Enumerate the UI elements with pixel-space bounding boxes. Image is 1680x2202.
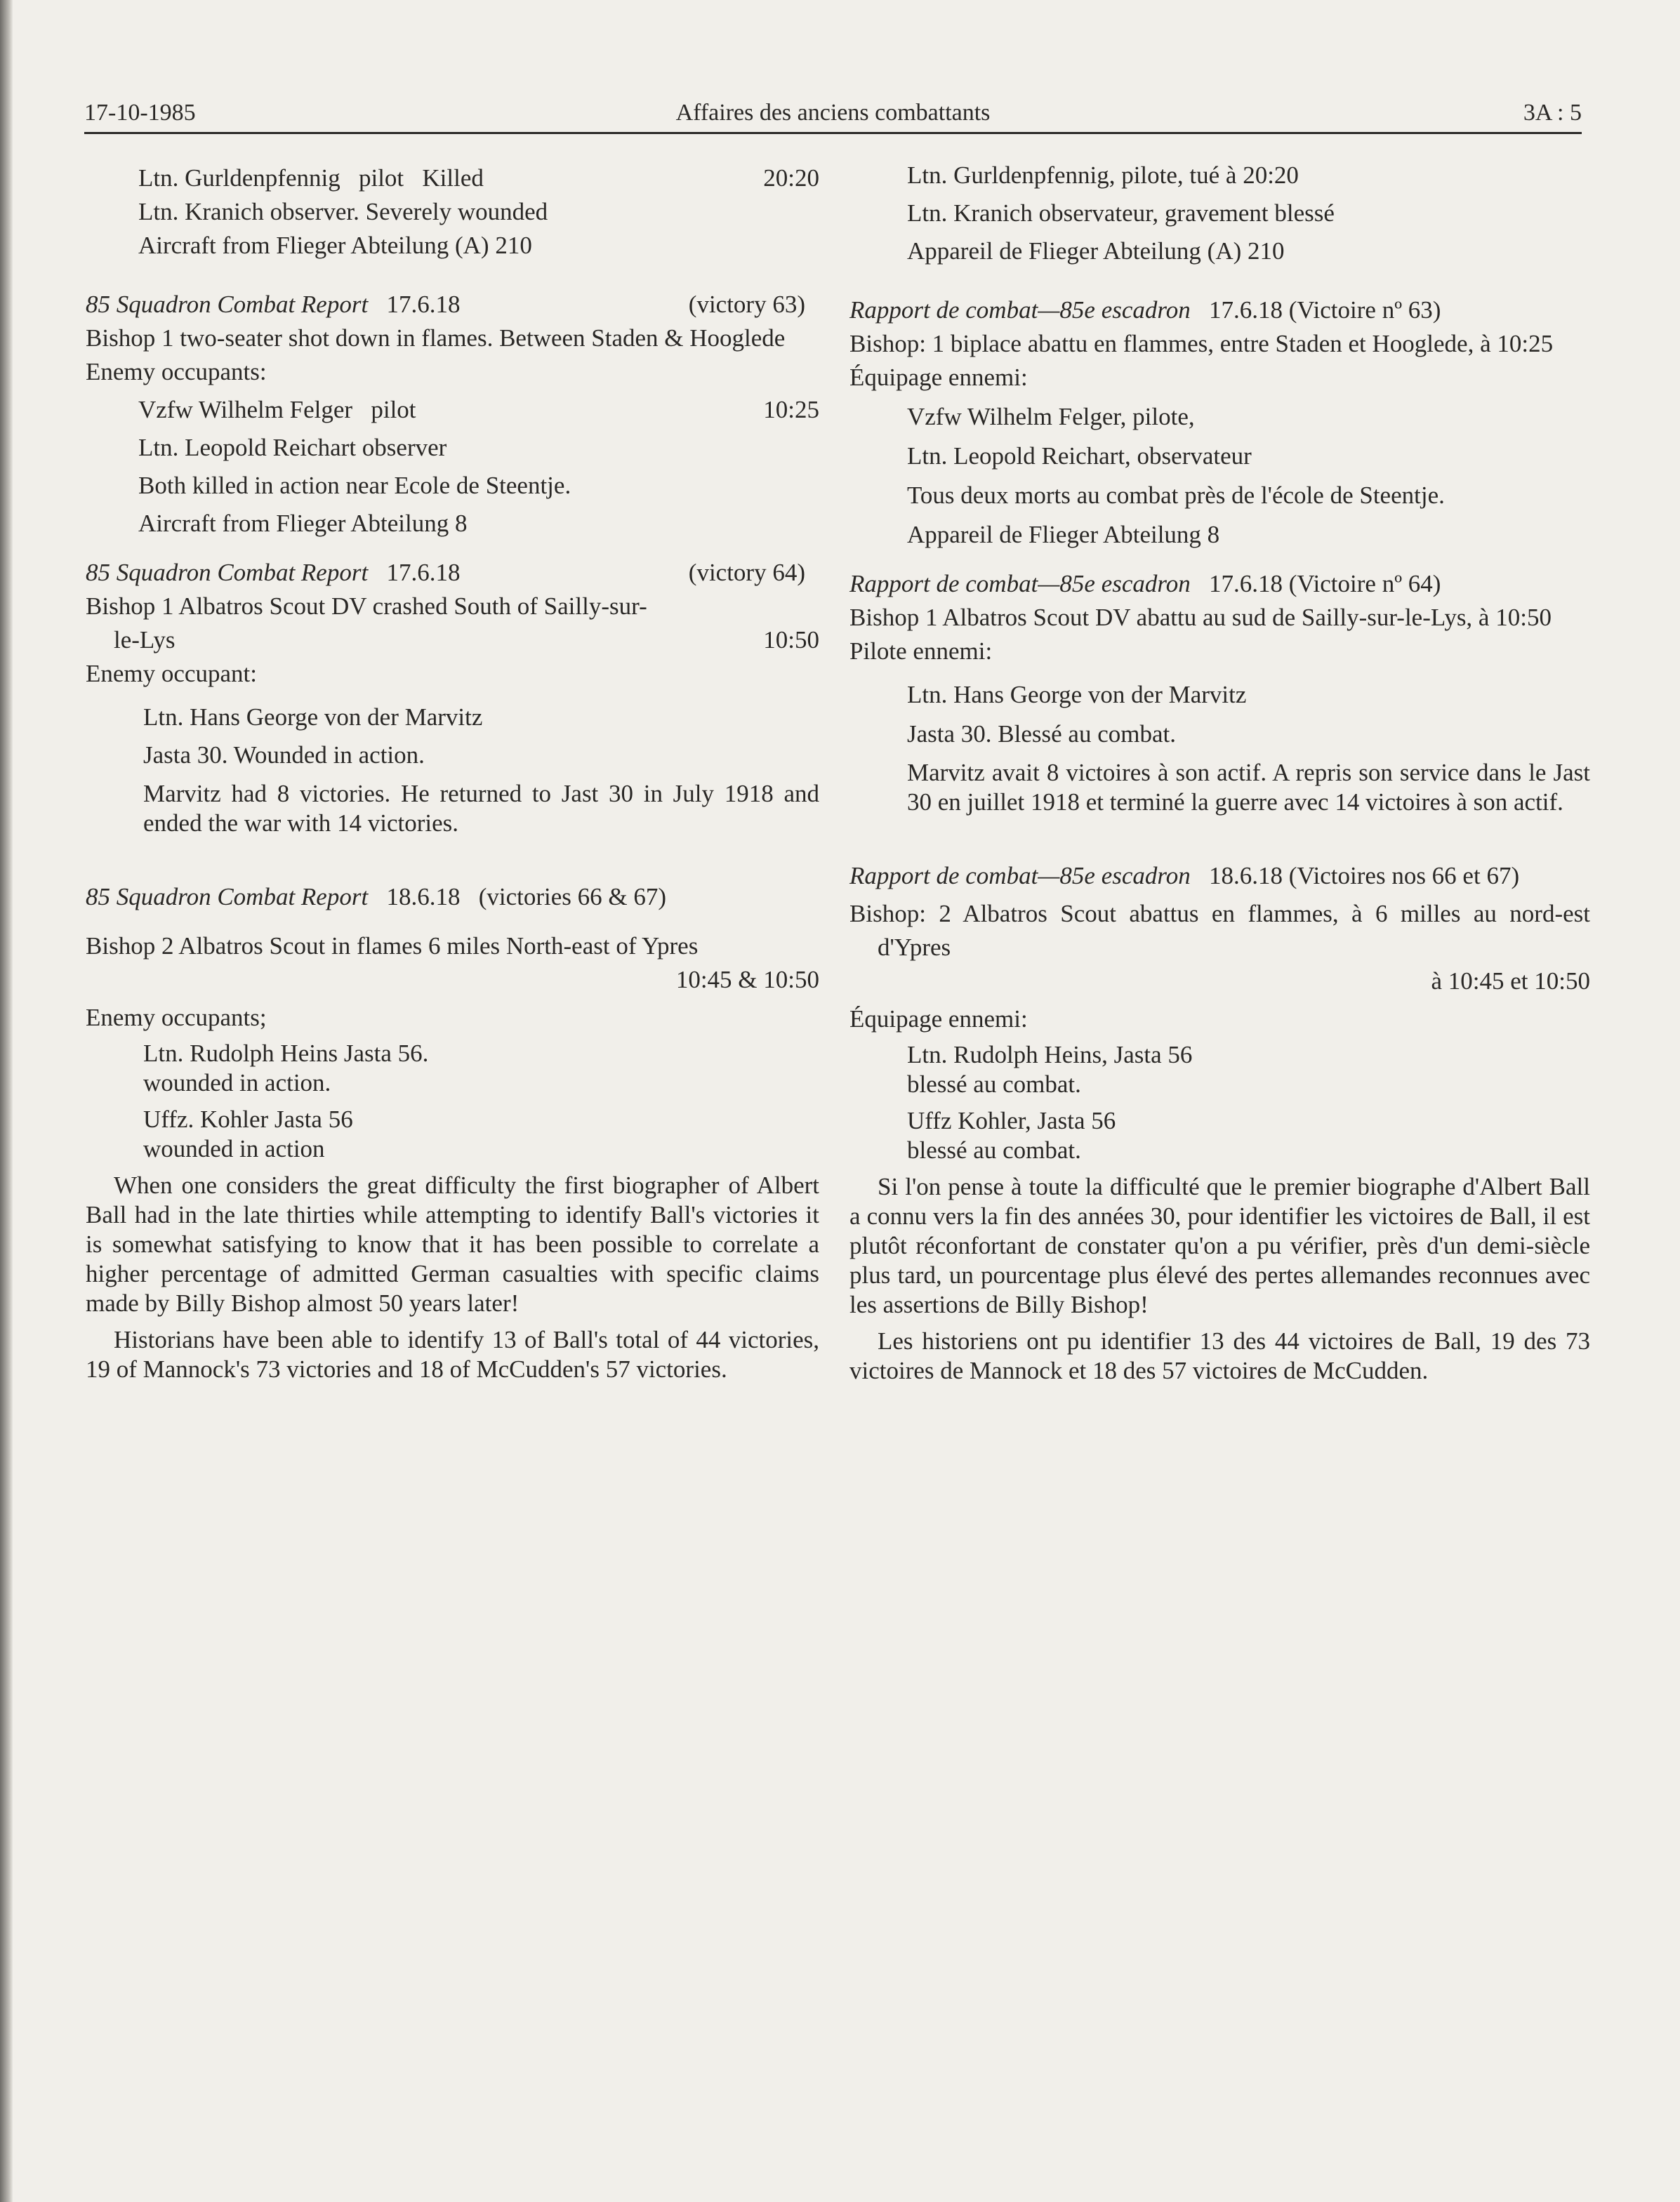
enemy-line: Vzfw Wilhelm Felger pilot 10:25 — [86, 393, 819, 427]
casualty-time: 20:20 — [763, 164, 819, 192]
paragraph: Si l'on pense à toute la difficulté que le premier biographe d'Albert Ball a connu vers la fin des années 30, pour identifier les victoires de Ball, il est plutôt réconfortant de constater qu'on a pu vérifier, près d'un demi-siècle plus tard, un pourcentage plus élevé des pertes allemandes reconnues avec les assertions de Billy Bishop! — [849, 1173, 1590, 1318]
enemy-line: Vzfw Wilhelm Felger, pilote, — [907, 403, 1195, 430]
claim-time-line — [86, 963, 819, 997]
bishop-claim: Bishop 1 Albatros Scout DV abattu au sud de Sailly-sur-le-Lys, à 10:50 — [849, 604, 1552, 631]
claim-time: 10:50 — [763, 626, 819, 654]
claim-time: 10:25 — [763, 396, 819, 423]
paragraph: Les historiens ont pu identifier 13 des 44 victoires de Ball, 19 des 73 victoires de Mannock et 18 des 57 victoires de McCudden. — [849, 1327, 1590, 1384]
report-victory: (Victoire nº 64) — [1288, 570, 1441, 597]
report-heading — [849, 567, 1590, 601]
enemy-line: blessé au combat. — [907, 1070, 1081, 1098]
enemy-heading: Enemy occupants: — [86, 358, 267, 385]
page-binding-edge — [0, 0, 13, 2202]
report-date: 17.6.18 — [1208, 570, 1283, 597]
report-title: 85 Squadron Combat Report — [86, 559, 369, 586]
marvitz-note: Marvitz avait 8 victoires à son actif. A repris son service dans le Jast 30 en juillet 1918 et terminé la guerre avec 14 victoires à son actif. — [907, 759, 1590, 816]
header-date: 17-10-1985 — [84, 100, 196, 126]
enemy-line: Uffz. Kohler Jasta 56 — [143, 1106, 353, 1133]
report-title: Rapport de combat—85e escadron — [849, 862, 1191, 889]
english-column — [86, 161, 819, 1384]
casualty-line: Ltn. Kranich observateur, gravement blessé — [907, 199, 1335, 227]
report-heading — [86, 288, 819, 321]
header-page-number: 3A : 5 — [1523, 100, 1582, 126]
report-victory: (Victoire nº 63) — [1288, 296, 1441, 324]
enemy-heading: Équipage ennemi: — [849, 1005, 1028, 1033]
claim-time: 10:45 & 10:50 — [675, 966, 819, 993]
enemy-heading: Enemy occupants; — [86, 1004, 267, 1031]
enemy-line: Jasta 30. Blessé au combat. — [907, 720, 1176, 748]
report-date: 18.6.18 — [1208, 862, 1283, 889]
paragraph: Historians have been able to identify 13 of Ball's total of 44 victories, 19 of Mannock's 73 victories and 18 of McCudden's 57 victories. — [86, 1326, 819, 1383]
report-victory: (victory 63) — [688, 291, 805, 318]
page-header — [84, 83, 1582, 134]
enemy-line: Ltn. Hans George von der Marvitz — [143, 703, 483, 731]
enemy-heading: Équipage ennemi: — [849, 364, 1028, 391]
report-title: 85 Squadron Combat Report — [86, 291, 369, 318]
enemy-line: Ltn. Leopold Reichart observer — [138, 434, 447, 461]
report-date: 17.6.18 — [386, 559, 461, 586]
enemy-line: Ltn. Leopold Reichart, observateur — [907, 442, 1252, 470]
aircraft-line: Appareil de Flieger Abteilung (A) 210 — [907, 237, 1285, 265]
enemy-line: Ltn. Rudolph Heins Jasta 56. — [143, 1040, 429, 1067]
claim-time-line — [849, 964, 1590, 998]
enemy-line: Tous deux morts au combat près de l'école de Steentje. — [907, 482, 1445, 509]
claim-time: à 10:45 et 10:50 — [1431, 967, 1590, 995]
enemy-line: Jasta 30. Wounded in action. — [143, 741, 425, 769]
enemy-line: wounded in action — [143, 1135, 325, 1162]
report-date: 17.6.18 — [386, 291, 461, 318]
enemy-line: Ltn. Rudolph Heins, Jasta 56 — [907, 1041, 1193, 1068]
report-heading — [86, 880, 819, 914]
aircraft-line: Aircraft from Flieger Abteilung (A) 210 — [138, 232, 532, 259]
bishop-claim: Bishop 1 Albatros Scout DV crashed South of Sailly-sur- — [86, 592, 647, 620]
enemy-line: Uffz Kohler, Jasta 56 — [907, 1107, 1116, 1134]
report-title: Rapport de combat—85e escadron — [849, 296, 1191, 324]
report-heading — [849, 859, 1590, 893]
casualty-line: Ltn. Kranich observer. Severely wounded — [138, 198, 548, 225]
bishop-claim: Bishop: 2 Albatros Scout abattus en flammes, à 6 milles au nord-est d'Ypres — [849, 900, 1590, 961]
report-date: 17.6.18 — [1208, 296, 1283, 324]
report-date: 18.6.18 — [386, 883, 461, 910]
enemy-line: Ltn. Hans George von der Marvitz — [907, 681, 1247, 708]
report-heading — [86, 556, 819, 590]
enemy-heading: Pilote ennemi: — [849, 637, 993, 665]
header-title: Affaires des anciens combattants — [675, 100, 991, 126]
report-victory: (victory 64) — [688, 559, 805, 586]
enemy-line: wounded in action. — [143, 1069, 331, 1096]
marvitz-note: Marvitz had 8 victories. He returned to Jast 30 in July 1918 and ended the war with 14 victories. — [143, 780, 819, 837]
enemy-heading: Enemy occupant: — [86, 660, 257, 687]
bishop-claim: Bishop 1 two-seater shot down in flames. Between Staden & Hooglede — [86, 324, 786, 352]
casualty-line: Ltn. Gurldenpfennig, pilote, tué à 20:20 — [907, 161, 1299, 189]
report-title: Rapport de combat—85e escadron — [849, 570, 1191, 597]
bishop-claim: Bishop: 1 biplace abattu en flammes, entre Staden et Hooglede, à 10:25 — [849, 330, 1554, 357]
enemy-line: Both killed in action near Ecole de Steentje. — [138, 472, 571, 499]
report-victory: (Victoires nos 66 et 67) — [1288, 862, 1520, 889]
aircraft-line: Appareil de Flieger Abteilung 8 — [907, 521, 1220, 548]
bishop-claim-cont: le-Lys 10:50 — [86, 623, 819, 657]
report-victory: (victories 66 & 67) — [478, 883, 666, 910]
aircraft-line: Aircraft from Flieger Abteilung 8 — [138, 510, 468, 537]
paragraph: When one considers the great difficulty the first biographer of Albert Ball had in the late thirties while attempting to identify Ball's victories it is somewhat satisfying to know that it has been possible to correlate a higher percentage of admitted German casualties with specific claims made by Billy Bishop almost 50 years later! — [86, 1172, 819, 1317]
report-title: 85 Squadron Combat Report — [86, 883, 369, 910]
french-column — [849, 159, 1590, 1386]
enemy-line: blessé au combat. — [907, 1136, 1081, 1164]
casualty-line: Ltn. Gurldenpfennig pilot Killed 20:20 — [86, 161, 819, 195]
bishop-claim: Bishop 2 Albatros Scout in flames 6 miles North-east of Ypres — [86, 932, 699, 960]
report-heading — [849, 293, 1590, 327]
